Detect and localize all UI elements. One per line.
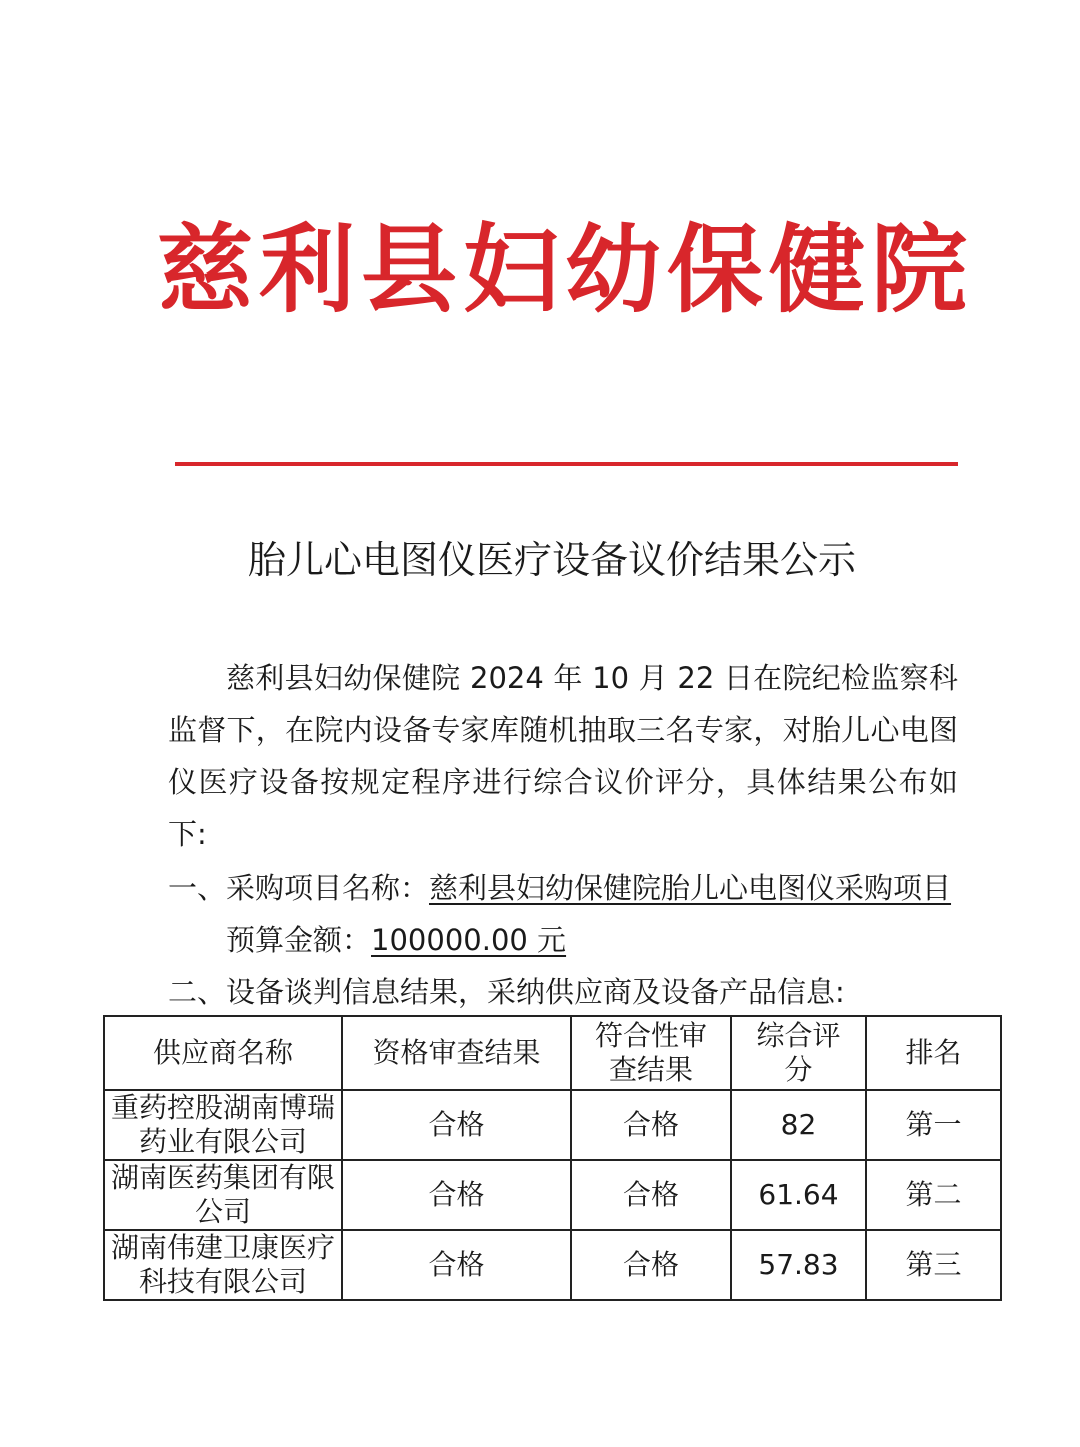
header-qualification: 资格审查结果 (342, 1016, 571, 1090)
results-table (103, 1015, 1002, 1301)
budget-line (226, 914, 566, 966)
header-compliance: 符合性审查结果 (571, 1016, 731, 1090)
header-supplier: 供应商名称 (104, 1016, 342, 1090)
section-1-line (168, 862, 951, 914)
compliance-result: 合格 (571, 1160, 731, 1230)
qualification-result: 合格 (342, 1230, 571, 1300)
table-row (104, 1160, 1001, 1230)
qualification-result: 合格 (342, 1160, 571, 1230)
composite-score: 57.83 (731, 1230, 866, 1300)
budget-label: 预算金额： (226, 923, 372, 957)
supplier-name: 湖南伟建卫康医疗科技有限公司 (104, 1230, 342, 1300)
budget-value: 100000.00 元 (371, 923, 567, 957)
header-rank: 排名 (866, 1016, 1001, 1090)
document-title: 胎儿心电图仪医疗设备议价结果公示 (248, 538, 857, 582)
letterhead-org-name: 慈利县妇幼保健院 (157, 213, 973, 326)
compliance-result: 合格 (571, 1230, 731, 1300)
table-header-row (104, 1016, 1001, 1090)
section-2-heading: 二、设备谈判信息结果，采纳供应商及设备产品信息: (168, 975, 845, 1009)
qualification-result: 合格 (342, 1090, 571, 1160)
composite-score: 61.64 (731, 1160, 866, 1230)
rank: 第三 (866, 1230, 1001, 1300)
table-row (104, 1090, 1001, 1160)
supplier-name: 湖南医药集团有限公司 (104, 1160, 342, 1230)
table-row (104, 1230, 1001, 1300)
rank: 第二 (866, 1160, 1001, 1230)
composite-score: 82 (731, 1090, 866, 1160)
project-name-value: 慈利县妇幼保健院胎儿心电图仪采购项目 (429, 871, 952, 905)
section-1-label: 一、采购项目名称： (168, 871, 430, 905)
rank: 第一 (866, 1090, 1001, 1160)
compliance-result: 合格 (571, 1090, 731, 1160)
intro-paragraph: 慈利县妇幼保健院 2024 年 10 月 22 日在院纪检监察科监督下，在院内设备专家库随机抽取三名专家，对胎儿心电图仪医疗设备按规定程序进行综合议价评分，具体结果公布如下: (168, 661, 958, 851)
letterhead-red-rule (175, 462, 958, 466)
header-score: 综合评分 (731, 1016, 866, 1090)
supplier-name: 重药控股湖南博瑞药业有限公司 (104, 1090, 342, 1160)
